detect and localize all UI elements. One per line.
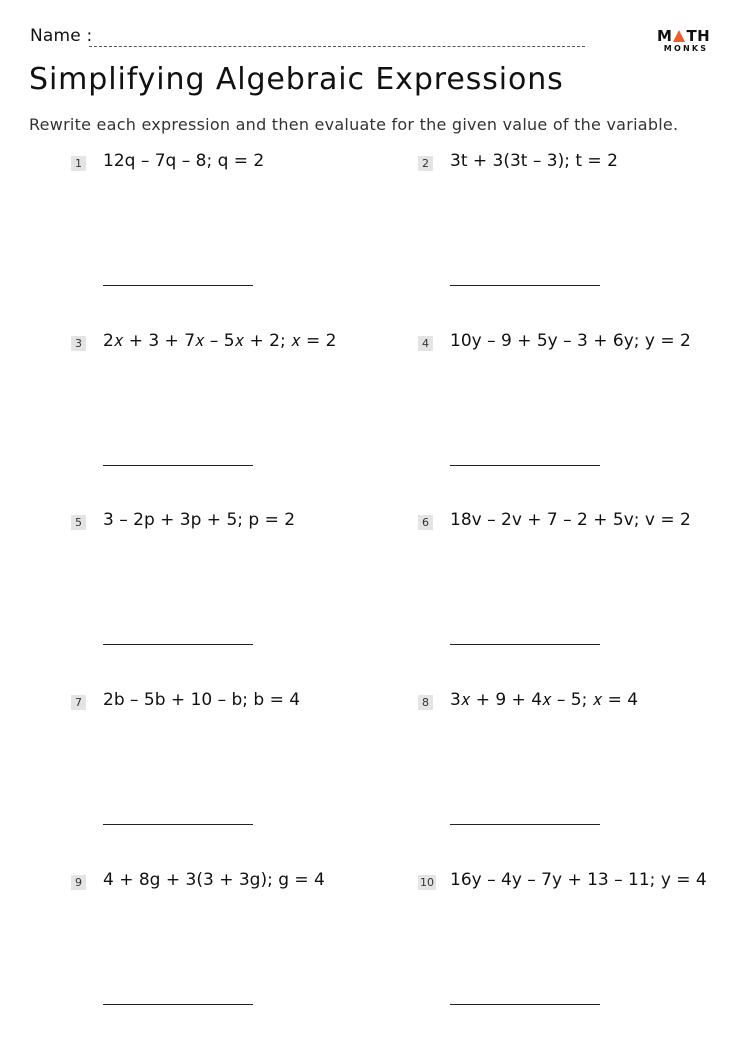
logo-text-left: M [657, 27, 673, 45]
answer-line[interactable] [103, 824, 253, 825]
name-label: Name : [30, 26, 93, 46]
problem-9 [71, 872, 371, 1022]
problem-number: 3 [71, 336, 86, 351]
answer-line[interactable] [103, 1004, 253, 1005]
problem-7 [71, 692, 371, 842]
problem-expression: 3t + 3(3t – 3); t = 2 [450, 151, 618, 171]
name-blank-line[interactable] [89, 46, 585, 47]
answer-line[interactable] [103, 285, 253, 286]
answer-line[interactable] [103, 644, 253, 645]
logo-text-right: TH [686, 27, 711, 45]
problem-number: 1 [71, 156, 86, 171]
answer-line[interactable] [450, 1004, 600, 1005]
problem-8 [418, 692, 718, 842]
logo-triangle-icon [673, 30, 685, 42]
problem-number: 8 [418, 695, 433, 710]
instructions: Rewrite each expression and then evaluate for the given value of the variable. [29, 115, 679, 134]
problem-10 [418, 872, 718, 1022]
problem-number: 6 [418, 515, 433, 530]
problem-number: 2 [418, 156, 433, 171]
problem-2 [418, 153, 718, 303]
math-monks-logo [657, 27, 715, 57]
answer-line[interactable] [450, 824, 600, 825]
problem-number: 9 [71, 875, 86, 890]
problem-3 [71, 333, 371, 483]
problem-expression: 3𝑥 + 9 + 4𝑥 – 5; 𝑥 = 4 [450, 690, 639, 710]
problem-number: 7 [71, 695, 86, 710]
answer-line[interactable] [450, 644, 600, 645]
name-field [30, 26, 93, 46]
problem-number: 4 [418, 336, 433, 351]
answer-line[interactable] [450, 285, 600, 286]
problem-expression: 18v – 2v + 7 – 2 + 5v; v = 2 [450, 510, 691, 530]
problem-expression: 3 – 2p + 3p + 5; p = 2 [103, 510, 296, 530]
problem-6 [418, 512, 718, 662]
problem-5 [71, 512, 371, 662]
problem-expression: 4 + 8g + 3(3 + 3g); g = 4 [103, 870, 325, 890]
problem-1 [71, 153, 371, 303]
problem-4 [418, 333, 718, 483]
logo-subtitle: MONKS [663, 44, 709, 53]
problem-expression: 2b – 5b + 10 – b; b = 4 [103, 690, 301, 710]
answer-line[interactable] [450, 465, 600, 466]
problem-expression: 2𝑥 + 3 + 7𝑥 – 5𝑥 + 2; 𝑥 = 2 [103, 331, 337, 351]
problem-expression: 10y – 9 + 5y – 3 + 6y; y = 2 [450, 331, 691, 351]
problem-number: 5 [71, 515, 86, 530]
problem-expression: 12q – 7q – 8; q = 2 [103, 151, 265, 171]
problem-number: 10 [420, 876, 434, 889]
problem-expression: 16y – 4y – 7y + 13 – 11; y = 4 [450, 870, 707, 890]
page-title: Simplifying Algebraic Expressions [29, 62, 564, 97]
answer-line[interactable] [103, 465, 253, 466]
